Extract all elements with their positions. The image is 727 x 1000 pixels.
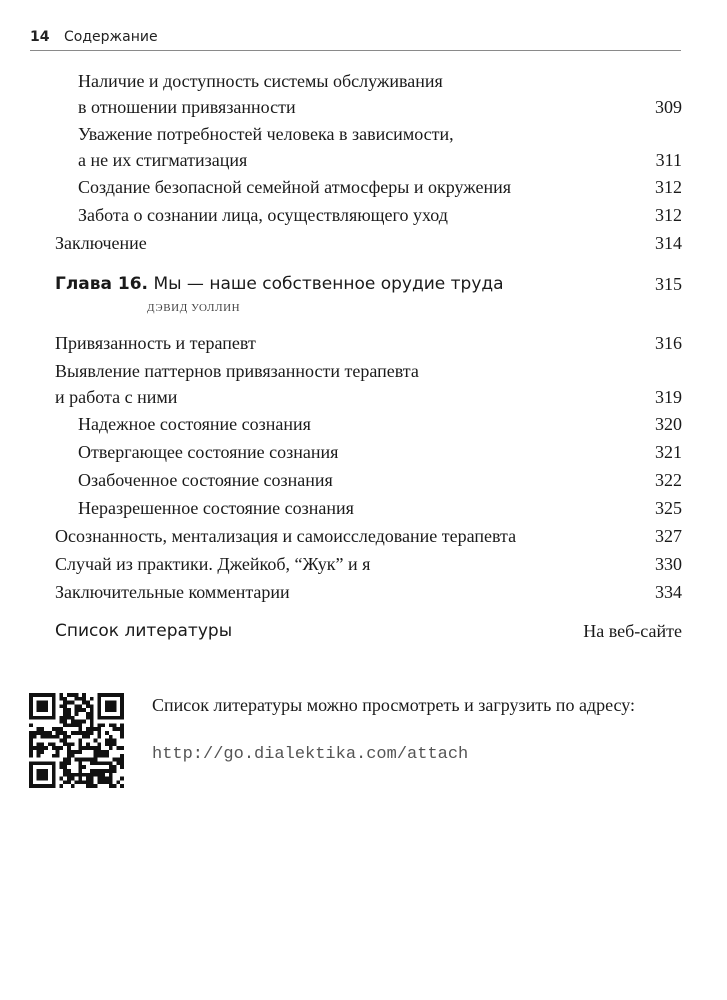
toc-entry: [55, 523, 682, 549]
running-title: Содержание: [64, 29, 158, 45]
bibliography-entry: [55, 618, 682, 645]
entry-title: Заключительные комментарии: [55, 582, 290, 602]
entry-title: Уважение потребностей человека в зависимости,: [78, 124, 454, 144]
chapter-page: 315: [655, 274, 682, 294]
entry-title: Случай из практики. Джейкоб, “Жук” и я: [55, 554, 371, 574]
toc-entry: [78, 202, 682, 228]
bibliography-note: [152, 692, 682, 718]
toc-entry: [78, 121, 682, 173]
toc-entry: [55, 358, 682, 410]
entry-page: 327: [655, 526, 682, 546]
toc-entry: [78, 411, 682, 437]
qr-code-icon: [29, 693, 124, 788]
entry-page: 316: [655, 333, 682, 353]
entry-title-cont: а не их стигматизация: [78, 150, 248, 170]
toc-entry: [78, 439, 682, 465]
toc-entry: [55, 579, 682, 605]
entry-page: 309: [655, 97, 682, 117]
entry-page: 334: [655, 582, 682, 602]
entry-page: 325: [655, 498, 682, 518]
toc-entry: [55, 330, 682, 356]
toc-entry: [78, 174, 682, 200]
entry-page: 314: [655, 233, 682, 253]
bibliography-location: На веб-сайте: [583, 621, 682, 641]
entry-title: Осознанность, ментализация и самоисследование терапевта: [55, 526, 517, 546]
entry-title: Неразрешенное состояние сознания: [78, 498, 354, 518]
entry-title: Привязанность и терапевт: [55, 333, 256, 353]
running-header: [30, 26, 681, 51]
toc-entry: [78, 467, 682, 493]
toc-entry: [78, 68, 682, 120]
note-text: Список литературы можно просмотреть и загрузить по адресу:: [152, 695, 636, 715]
toc-entry: [78, 495, 682, 521]
entry-title: Заключение: [55, 233, 147, 253]
entry-page: 312: [655, 205, 682, 225]
toc-entry: [55, 230, 682, 256]
toc-entry: [55, 551, 682, 577]
entry-page: 330: [655, 554, 682, 574]
entry-page: 311: [655, 150, 682, 170]
entry-title: Озабоченное состояние сознания: [78, 470, 333, 490]
entry-title: Создание безопасной семейной атмосферы и окружения: [78, 177, 512, 197]
entry-page: 321: [655, 442, 682, 462]
entry-title: Забота о сознании лица, осуществляющего уход: [78, 205, 448, 225]
chapter-title: Мы — наше собственное орудие труда: [153, 274, 504, 294]
chapter-author: ДЭВИД УОЛЛИН: [147, 302, 241, 314]
chapter-label: Глава 16.: [55, 274, 149, 294]
chapter-heading: [55, 272, 682, 296]
entry-title: Наличие и доступность системы обслуживания: [78, 71, 443, 91]
entry-title: Выявление паттернов привязанности терапевта: [55, 361, 419, 381]
entry-page: 319: [655, 387, 682, 407]
entry-title-cont: в отношении привязанности: [78, 97, 296, 117]
entry-title: Отвергающее состояние сознания: [78, 442, 339, 462]
download-link[interactable]: http://go.dialektika.com/attach: [152, 745, 469, 764]
entry-page: 312: [655, 177, 682, 197]
entry-page: 320: [655, 414, 682, 434]
page-number: 14: [30, 29, 50, 45]
entry-page: 322: [655, 470, 682, 490]
entry-title: Надежное состояние сознания: [78, 414, 311, 434]
bibliography-label: Список литературы: [55, 621, 233, 641]
entry-title-cont: и работа с ними: [55, 387, 178, 407]
